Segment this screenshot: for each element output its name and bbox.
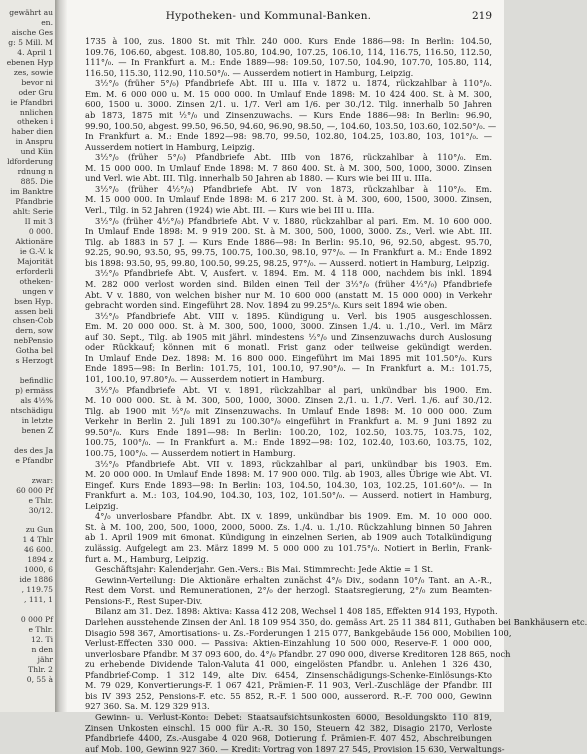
text-line: St. à M. 100, 200, 500, 1000, 2000, 5000. Zs. 1./4. u. 1./10. Rückzahlung binnen 50 Jahren (85, 521, 492, 532)
left-page-fragment: befindlic (19, 376, 53, 386)
left-page-fragment: zes, sowie (13, 67, 53, 77)
text-line: Zinsen Unkosten einschl. 15 000 für A.-R. 30 150, Steuern 42 382, Disagio 2170, Verloste (85, 722, 492, 733)
text-line: Abt. V v. 1880, von welchen bisher nur M. 10 600 000 (anstatt M. 15 000 000) in Verkehr (85, 289, 492, 300)
left-page-fragment: oder Gru (18, 87, 53, 97)
text-line: zu erhebende Dividende Talon-Valuta 41 000, eingelösten Pfandbr. u. Anlehen 1 326 430, (85, 659, 492, 670)
text-line: Verlust-Effecten 330 000. — Passiva: Aktien-Einzahlung 10 500 000, Reserve-F. 1 000 000, (85, 638, 492, 649)
left-page-fragment: 30/12. (28, 505, 53, 515)
left-page-fragment: erforderli (16, 266, 53, 276)
left-page-fragment: haber dien (11, 127, 53, 137)
left-page-fragment: 60 000 Pf (16, 485, 53, 495)
left-page-fragment: Aktionäre (15, 236, 53, 246)
text-line: 927 360. Sa. M. 129 329 913. (85, 701, 210, 712)
text-line: auf 30. Sept., Tilg. ab 1905 mit jährl. mindestens ½°/₀ und Zinsenzuwachs durch Auslosung (85, 331, 492, 342)
left-page-fragment: 1894 z (27, 555, 53, 565)
left-page-fragment: ide 1886 (19, 575, 53, 585)
left-page-fragment: in Anspru (15, 137, 53, 147)
text-line: 99.50°/₀. Kurs Ende 1891—98: In Berlin: 100.20, 102, 102.50, 103.75, 103.75, 102, (85, 426, 492, 437)
text-line: Rest dem Vorst. und Remunerationen, 2°/₀ der herzogl. Staatsregierung, 2°/₀ zum Beamten- (85, 585, 492, 596)
text-line: Ausserdem notiert in Hamburg, Leipzig. (85, 141, 255, 152)
text-line: Verl., Tilg. in 52 Jahren (1924) wie Abt. III. — Kurs wie bei III u. IIIa. (85, 205, 375, 215)
text-line: Eingef. Kurs Ende 1893—98: In Berlin: 103, 104.50, 104.30, 103, 102.25, 101.60°/₀. — In (85, 479, 492, 490)
text-line: 3½°/₀ Pfandbriefe Abt. V, Ausfert. v. 1894. Em. M. 4 118 000, nachdem bis inkl. 1894 (95, 268, 492, 279)
text-line: 100.75, 100°/₀. — In Frankfurt a. M.: Ende 1892—98: 102, 102.40, 103.60, 103.75, 102, (85, 437, 492, 448)
text-line: M. 79 029, Konvertierungs-F. 1 067 421, Prämien-F. 11 903, Verl.-Zuschläge der Pfandbr. III (85, 680, 492, 691)
text-line: 3½°/₀ Pfandbriefe Abt. VI v. 1891, rückzahlbar al pari, unkündbar bis 1900. Em. (95, 384, 492, 395)
left-page-fragment: ungen v (22, 286, 53, 296)
text-line: Gewinn-Verteilung: Die Aktionäre erhalten zunächst 4°/₀ Div., sodann 10°/₀ Tant. an A.-R., (95, 574, 492, 585)
left-page-fragment: als 4½% (20, 396, 53, 406)
left-page-edge (0, 0, 56, 712)
text-line: ab 1873, 1875 mit ½°/₀ und Zinsenzuwachs. — Kurs Ende 1886—98: In Berlin: 96.90, (85, 109, 492, 120)
text-line: 109.76, 106.60, abgest. 108.80, 105.80, 104.90, 107.25, 106.10, 114, 116.75, 116.50, 112.50, (85, 46, 492, 57)
left-page-fragment: II mit 3 (24, 216, 53, 226)
left-page-fragment: benen Z (21, 425, 53, 435)
text-line: 100.75, 100°/₀. — Ausserdem notiert in Hamburg. (85, 447, 296, 458)
left-page-fragment: dern, sow (15, 326, 53, 336)
text-line: 1735 à 100, zus. 1800 St. mit Thlr. 240 000. Kurs Ende 1886—98: In Berlin: 104.50, (85, 36, 492, 46)
left-page-fragment: , 119.75 (21, 585, 53, 595)
text-line: 3½°/₀ Pfandbriefe Abt. VII v. 1893, rückzahlbar al pari, unkündbar bis 1903. Em. (95, 458, 492, 469)
text-line: M. 282 000 verlost worden sind. Bilden einen Teil der 3½°/₀ (früher 4½°/₀) Pfandbriefe (85, 278, 492, 289)
text-line: Frankfurt a. M.: 103, 104.90, 104.30, 103, 102, 101.50°/₀. — Ausserd. notiert in Hamburg, (85, 490, 492, 501)
text-line: Disagio 598 367, Amortisations- u. Zs.-Forderungen 1 215 077, Bankgebäude 156 000, Mobilien 100, (85, 627, 512, 638)
left-page-fragment: otheken i (17, 117, 53, 127)
left-page-fragment: Pfandbrie (15, 197, 53, 207)
left-page-fragment: assen beli (14, 306, 53, 316)
page-number: 219 (471, 10, 492, 22)
text-line: M. 15 000 000. In Umlauf Ende 1898: M. 7 860 400. St. à M. 300, 500, 1000, 3000. Zinsen (85, 162, 492, 173)
left-page-fragment: chsen-Cob (12, 316, 53, 326)
text-line: Em. M. 6 000 000 u. M. 15 000 000. In Umlauf Ende 1898: M. 10 424 400. St. à M. 300, (85, 88, 492, 99)
left-page-fragment: bevor ni (21, 77, 53, 87)
left-page-fragment: rdnung n (17, 167, 53, 177)
left-page-fragment: n den (31, 644, 53, 654)
running-title: Hypotheken- und Kommunal-Banken. (165, 10, 372, 22)
text-line: Ende 1895—98: In Berlin: 101.75, 101, 100.10, 97.90°/₀. — In Frankfurt a. M.: 101.75, (85, 363, 492, 374)
text-line: Verkehr in Berlin 2. Juli 1891 zu 100.30°/₀ eingeführt in Frankfurt a. M. 9 Juni 1892 zu (85, 416, 492, 427)
left-page-fragment: ahlt: Serie (12, 207, 53, 216)
left-page-fragment: ie G.-V. k (19, 246, 53, 256)
text-line: Bilanz am 31. Dez. 1898: Aktiva: Kassa 412 208, Wechsel 1 408 185, Effekten 914 193, Hypoth. (95, 606, 498, 617)
left-page-fragment: in letzte (21, 415, 53, 425)
text-line: oder Rückkauf; können mit 6 monatl. Frist ganz oder teilweise gekündigt werden. (85, 342, 492, 353)
text-line: 3½°/₀ (früher 4½°/₀) Pfandbriefe Abt. IV von 1873, rückzahlbar à 110°/₀. Em. (95, 183, 492, 194)
text-line: bis 1898: 93.50, 95, 99.80, 100.50, 99.25, 98.25, 97°/₀. — Ausserd. notiert in Hamburg, Leipzig. (85, 257, 490, 268)
text-line: M. 15 000 000. In Umlauf Ende 1898: M. 6 217 200. St. à M. 300, 600, 1500, 3000. Zinsen, (85, 194, 492, 205)
text-line: 116.50, 115.30, 112.90, 110.50°/₀. — Ausserdem notiert in Hamburg, Leipzig. (85, 67, 414, 78)
text-line: Geschäftsjahr: Kalenderjahr. Gen.-Vers.: Bis Mai. Stimmrecht: Jede Aktie = 1 St. (95, 564, 434, 575)
left-page-fragment: ntschädigu (10, 406, 53, 415)
left-page-fragment: 0 000 Pf (20, 614, 53, 624)
text-line: 111°/₀. — In Frankfurt a. M.: Ende 1889—98: 109.50, 107.50, 104.90, 107.70, 105.80, 114, (85, 57, 492, 68)
text-line: Tilg. ab 1883 in 57 J. — Kurs Ende 1886—98: In Berlin: 95.10, 96, 92.50, abgest. 95.70, (85, 236, 492, 247)
text-line: 101, 100.10, 97.80°/₀. — Ausserdem notiert in Hamburg. (85, 374, 325, 384)
left-page-fragment: 4. April 1 (17, 47, 53, 57)
left-page-fragment: 12. Ti (31, 634, 53, 644)
page-header (85, 10, 492, 24)
text-line: furt a. M., Hamburg, Leipzig. (85, 553, 209, 564)
left-page-fragment: Gotha bel (15, 346, 53, 356)
left-page-fragment: 885. Die (20, 177, 53, 187)
right-page (67, 0, 587, 754)
text-line: Pfandbrief-Comp. 1 312 149, alte Div. 6454, Zinsenschädigungs-Schenke-Einlösungs-Kto (85, 669, 492, 680)
left-page-fragment: zwar: (31, 475, 53, 485)
left-page-fragment: 46 600. (24, 545, 53, 555)
text-line: 4°/₀ unverlosbare Pfandbr. Abt. IX v. 1899, unkündbar bis 1909. Em. M. 10 000 000. (95, 511, 492, 522)
text-line: und Verl. wie Abt. III. Tilg. innerhalb 50 Jahren ab 1880. — Kurs wie bei III u. IIIa. (85, 173, 432, 184)
left-page-fragment: e Thlr. (28, 495, 53, 505)
text-line: unverlosbare Pfandbr. M 37 093 600, do. 4°/₀ Pfandbr. 27 090 000, diverse Kreditoren 128 865, noch (85, 648, 511, 659)
left-page-fragment: otheken- (19, 276, 53, 286)
left-page-fragment: , 111, 1 (24, 595, 53, 605)
left-page-fragment: 1000, 6 (24, 565, 53, 575)
body-text (85, 36, 587, 754)
left-page-fragment: im Banktre (10, 187, 53, 197)
left-page-fragment: 0 000. (28, 226, 53, 236)
left-page-fragment: zu Gun (25, 525, 53, 535)
left-page-fragment: gewährt au (9, 8, 53, 17)
text-line: Gewinn- u. Verlust-Konto: Debet: Staatsaufsichtsunkosten 6000, Besoldungskto 110 819, (95, 712, 492, 722)
left-page-fragment: p) ermäss (15, 386, 53, 396)
text-line: ab 1. April 1909 mit 6monat. Kündigung in einzelnen Serien, ab 1909 auch Totalkündigung (85, 532, 492, 543)
left-page-fragment: e Thlr. (28, 624, 53, 634)
left-page-fragment: und Kün (20, 147, 53, 157)
text-line: zulässig. Aufgelegt am 23. März 1899 M. 5 000 000 zu 101.75°/₀. Notiert in Berlin, Frank- (85, 543, 492, 553)
left-page-fragment: e Pfandbr (15, 455, 53, 465)
left-page-fragment: des des Ja (14, 445, 53, 455)
text-line: auf Mob. 100, Gewinn 927 360. — Kredit: Vortrag von 1897 27 545, Provision 15 630, Verwaltungs- (85, 743, 505, 754)
text-line: 92.25, 90.90, 93.50, 95, 99.75, 100.75, 100.30, 98.10, 97°/₀. — In Frankfurt a. M.: Ende 1892 (85, 247, 492, 258)
left-page-fragment: en. (41, 17, 53, 27)
left-page-fragment: Thlr. 2 (28, 664, 53, 674)
text-line: gebracht worden sind. Eingeführt 28. Nov. 1894 zu 99.25°/₀. Kurs seit 1894 wie oben. (85, 300, 448, 311)
text-line: Pfandbriefe 4400, Zs.-Ausgabe 4 020 968, Dotierung f. Prämien-F. 407 452, Abschreibungen (85, 733, 492, 744)
left-page-fragment: s Herzogt (15, 356, 53, 366)
text-line: 3½°/₀ Pfandbriefe Abt. VIII v. 1895. Kündigung u. Verl. bis 1905 ausgeschlossen. (95, 310, 492, 321)
text-line: 99.90, 100.50, abgest. 99.50, 96.50, 94.60, 96.90, 98.50, —, 104.60, 103.50, 103.60, 102.50°/₀. — (85, 120, 497, 131)
left-page-fragment: 1 4 Thlr (22, 535, 53, 545)
text-line: 3½°/₀ (früher 5°/₀) Pfandbriefe Abt. III u. IIIa v. 1872 u. 1874, rückzahlbar à 110°/₀. (95, 78, 492, 89)
text-line: 3½°/₀ (früher 5°/₀) Pfandbriefe Abt. IIIb von 1876, rückzahlbar à 110°/₀. Em. (95, 152, 492, 163)
text-line: Em. M. 20 000 000. St. à M. 300, 500, 1000, 3000. Zinsen 1./4. u. 1./10., Verl. im März (85, 321, 492, 332)
text-line: In Umlauf Ende 1898: M. 9 919 200. St. à M. 300, 500, 1000, 3000. Zs., Verl. wie Abt. III. (85, 226, 492, 237)
text-line: M. 20 000 000. In Umlauf Ende 1898: M. 17 900 000. Tilg. ab 1903, alles Übrige wie Abt. VI. (85, 469, 492, 480)
left-page-fragment: nebPensio (13, 336, 53, 346)
book-gutter (55, 0, 67, 712)
text-line: In Umlauf Ende Dez. 1898: M. 16 800 000. Eingeführt im Mai 1895 mit 101.50°/₀. Kurs (85, 352, 492, 363)
text-line: Pensions-F., Rest Super-Div. (85, 595, 203, 606)
text-line: Leipzig. (85, 500, 119, 511)
text-line: Tilg. ab 1900 mit ½°/₀ mit Zinsenzuwachs. In Umlauf Ende 1898: M. 10 000 000. Zum (85, 405, 492, 416)
text-line: Darlehen ausstehende Zinsen der Anl. 18 109 954 350, do. gemäss Art. 25 11 384 811, Guthaben bei Bankhäusern etc. (85, 616, 587, 627)
left-page-fragment: aische Ges (11, 27, 53, 37)
left-page-fragment: ldforderung (7, 157, 53, 167)
text-line: 3½°/₀ (früher 4½°/₀) Pfandbriefe Abt. V v. 1880, rückzahlbar al pari. Em. M. 10 600 000. (95, 215, 492, 226)
left-page-fragment: ebenen Hyp (6, 57, 53, 67)
left-page-fragment: bsen Hyp. (14, 296, 53, 306)
left-page-fragment: g: 5 Mill. M (8, 37, 53, 47)
left-page-fragment: nnlichen (19, 107, 53, 117)
text-line: M. 10 000 000. St. à M. 300, 500, 1000, 3000. Zinsen 2./1. u. 1./7. Verl. 1./6. auf 30./12. (85, 395, 492, 406)
left-page-fragment: ie Pfandbri (10, 97, 53, 107)
text-line: bis IV 393 252, Pensions-F. etc. 55 852, R.-F. 1 500 000, ausserord. R.-F. 700 000, Gewinn (85, 690, 492, 701)
text-line: In Frankfurt a. M.: Ende 1892—98: 98.70, 99.50, 102.80, 104.25, 103.80, 103, 101°/₀. — (85, 131, 492, 142)
left-page-fragment: 0, 55 à (26, 674, 53, 684)
text-line: 600, 1500 u. 3000. Zinsen 2/1. u. 1/7. Verl am 1/6. per 30./12. Tilg. innerhalb 50 Jahren (85, 99, 492, 110)
left-page-fragment: Majorität (17, 256, 53, 266)
left-page-fragment: jähr (37, 654, 53, 664)
